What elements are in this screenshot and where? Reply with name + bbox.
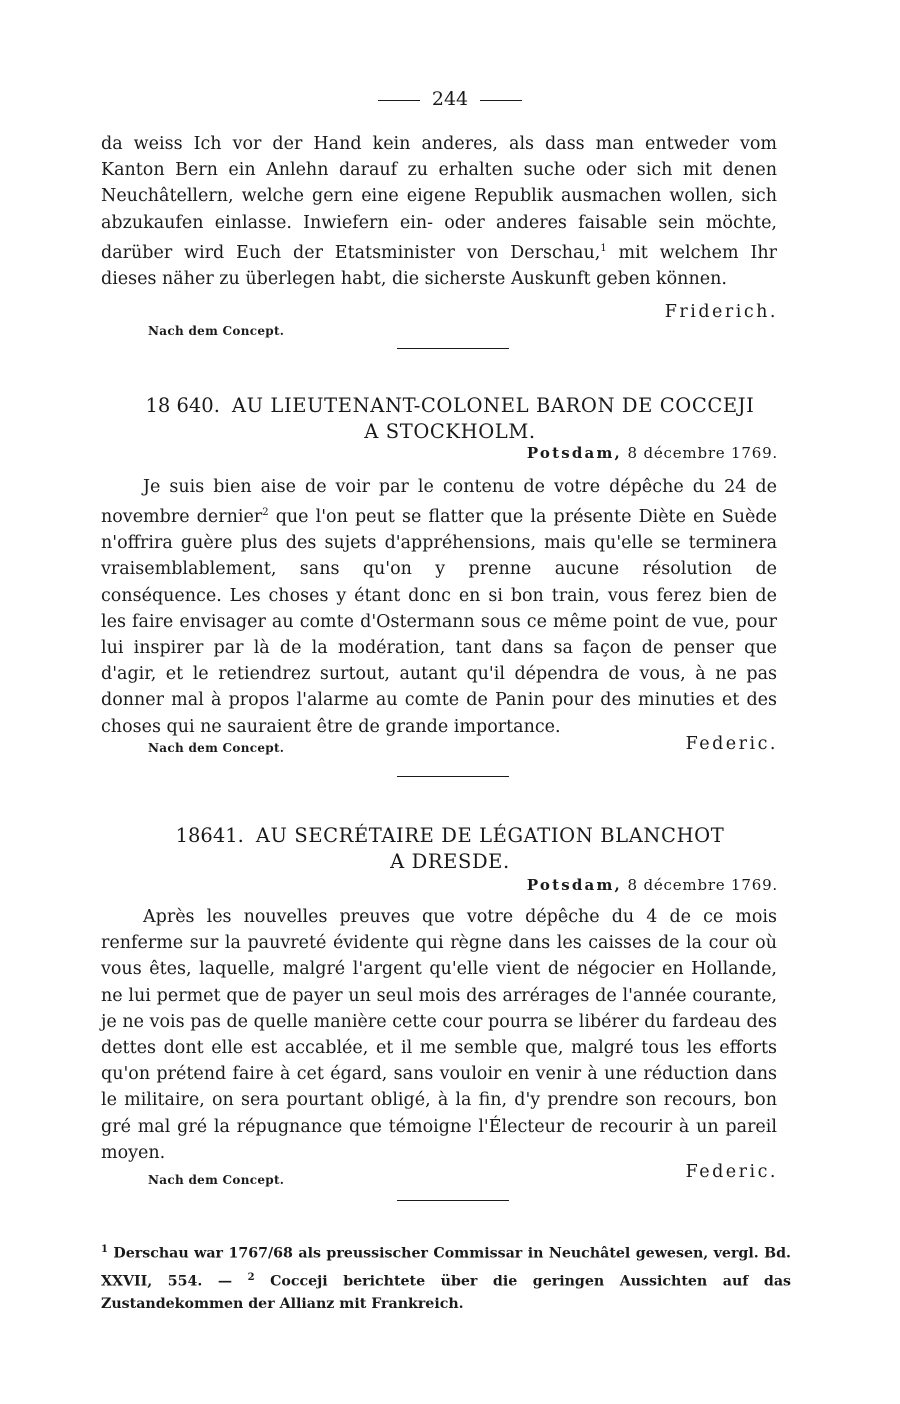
letter-addressee: AU SECRÉTAIRE DE LÉGATION BLANCHOT xyxy=(255,824,725,847)
letter-body-text: Après les nouvelles preuves que votre dépêche du 4 de ce mois renferme sur la pauvreté évidente qui règne dans les caisses de la cour où vous êtes, laquelle, malgré l'argent qu'elle vient de négocier en Hollande, ne lui permet que de payer un seul mois des arrérages de l'année courante, je ne vois pas de quelle manière cette cour pourra se libérer du fardeau des dettes dont elle est accablée, et il me semble que, malgré tous les efforts qu'on prétend faire à cet égard, sans vouloir en venir à une réduction dans le militaire, on sera pourtant obligé, à la fin, d'y prendre son recours, bon gré mal gré la répugnance que témoigne l'Électeur de recourir à un pareil moyen. xyxy=(101,907,777,1163)
letter-destination: A STOCKHOLM. xyxy=(364,420,536,443)
footnote-marker-2: 2 xyxy=(262,507,269,519)
footnote-text-2: Cocceji berichtete über die geringen Aussichten auf das Zustandekommen der Allianz mit Frankreich. xyxy=(101,1273,792,1313)
page-number: 244 xyxy=(431,88,469,110)
footnote-marker-1: 1 xyxy=(600,242,607,254)
letter-body-text-1: Je suis bien aise de voir par le contenu de votre dépêche du 24 de novembre dernier xyxy=(101,477,777,528)
continuation-source-note: Nach dem Concept. xyxy=(148,324,285,338)
letter-heading xyxy=(0,823,900,875)
header-dash-left xyxy=(378,100,420,101)
letter-dateline xyxy=(527,444,778,462)
letter-source-note: Nach dem Concept. xyxy=(148,741,285,755)
letter-body-text-2: que l'on peut se flatter que la présente Diète en Suède n'offrira guère plus des sujets d'appréhensions, mais qu'elle se terminera vraisemblablement, sans qu'on y prenne aucune résolution de conséquence. Les choses y étant donc en si bon train, vous ferez bien de les faire envisager au comte d'Ostermann sous ce même point de vue, pour lui inspirer par là de la modération, tant dans sa façon de penser que d'agir, et le retiendrez surtout, autant qu'il dépendra de vous, à ne pas donner mal à propos l'alarme au comte de Panin pour des minuties et des choses qui ne sauraient être de grande importance. xyxy=(101,507,777,737)
letter-source-note: Nach dem Concept. xyxy=(148,1173,285,1187)
section-divider xyxy=(397,776,509,777)
continuation-text-1: da weiss Ich vor der Hand kein anderes, als dass man entweder vom Kanton Bern ein Anlehn darauf zu erhalten suche oder sich mit denen Neuchâtellern, welche gern eine eigene Republik ausmachen wollen, sich abzukaufen einlasse. Inwiefern ein- oder anderes faisable sein möchte, darüber wird Euch der Etatsminister von Derschau, xyxy=(101,134,777,263)
footnote-number-1: 1 xyxy=(101,1244,108,1255)
letter-signature: Federic. xyxy=(685,734,778,754)
letter-dateline xyxy=(527,876,778,894)
dateline-place: Potsdam, xyxy=(526,876,622,894)
dateline-place: Potsdam, xyxy=(526,444,622,462)
letter-signature: Federic. xyxy=(685,1162,778,1182)
letter-heading-line1 xyxy=(0,393,900,419)
dateline-date: 8 décembre 1769. xyxy=(627,876,778,894)
continuation-text-2: mit welchem Ihr dieses näher zu überlegen habt, die sicherste Auskunft geben können. xyxy=(101,242,777,289)
letter-number: 18 640. xyxy=(145,394,220,417)
footnote-number-2: 2 xyxy=(247,1271,255,1283)
footnote-divider xyxy=(397,1200,509,1201)
letter-destination: A DRESDE. xyxy=(390,850,510,873)
letter-number: 18641. xyxy=(175,824,244,847)
letter-body xyxy=(101,904,777,1166)
footnote-text-1: Derschau war 1767/68 als preussischer Commissar in Neuchâtel gewesen, vergl. Bd. XXVII, 554. — xyxy=(101,1245,791,1290)
dateline-date: 8 décembre 1769. xyxy=(627,444,778,462)
page-header xyxy=(0,88,900,110)
continuation-signature: Friderich. xyxy=(664,302,778,322)
letter-addressee: AU LIEUTENANT-COLONEL BARON DE COCCEJI xyxy=(231,394,755,417)
letter-body xyxy=(101,474,777,740)
letter-heading xyxy=(0,393,900,445)
letter-heading-line1 xyxy=(0,823,900,849)
header-dash-right xyxy=(480,100,522,101)
continuation-paragraph xyxy=(101,131,777,292)
section-divider xyxy=(397,348,509,349)
footnotes xyxy=(101,1238,791,1316)
